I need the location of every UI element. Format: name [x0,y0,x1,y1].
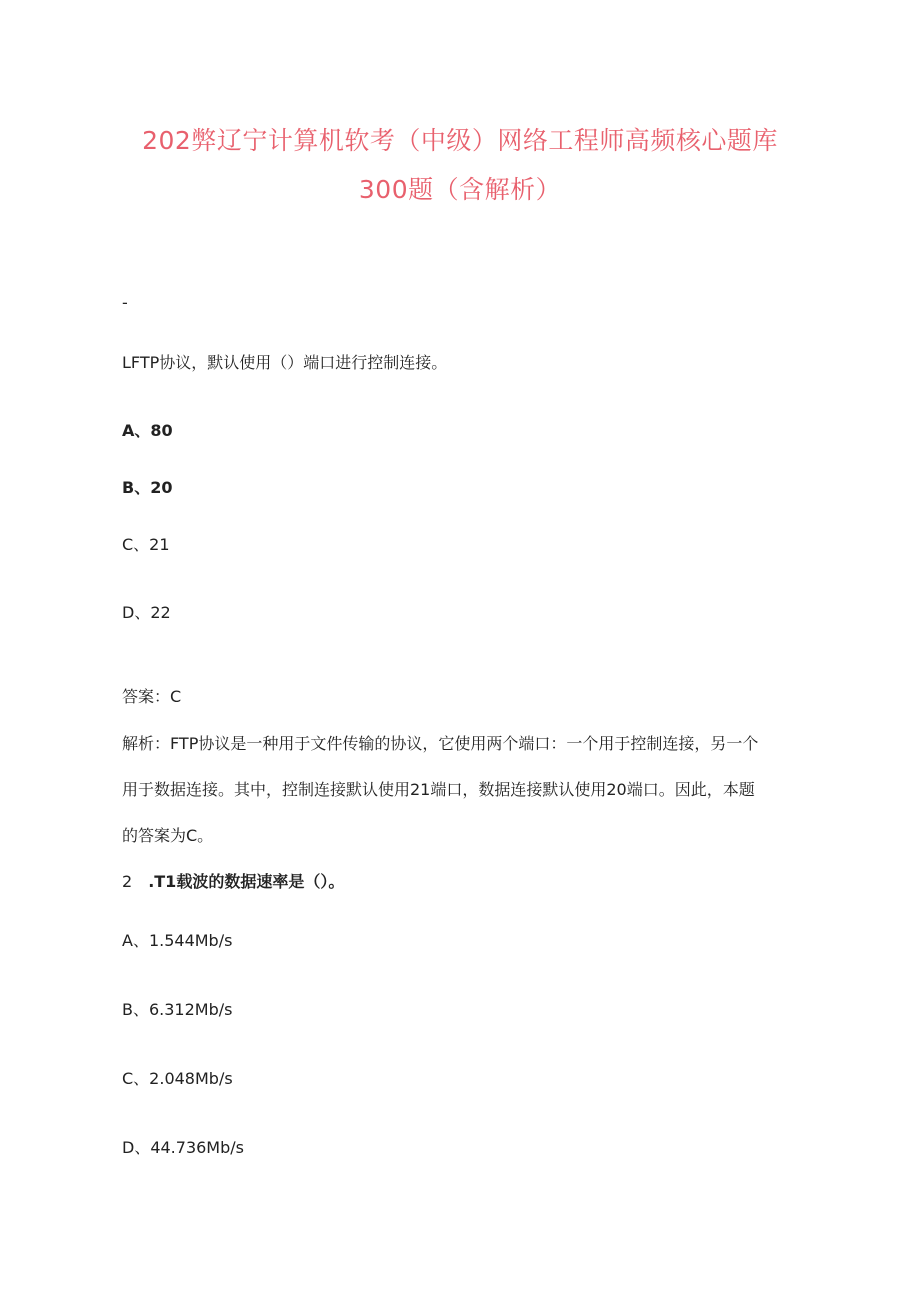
question-2-header [122,871,344,893]
question-2-option-b: B、6.312Mb∕s [122,1000,233,1019]
question-1-answer: 答案：C [122,687,182,706]
question-1-explanation-line-3: 的答案为C。 [122,826,214,845]
question-2-option-a: A、1.544Mb∕s [122,931,233,950]
question-1-option-a: A、80 [122,421,173,440]
question-2-stem: .T1载波的数据速率是（）。 [148,872,345,891]
question-1-option-c: C、21 [122,535,170,554]
document-title-line-2: 300题（含解析） [358,175,562,204]
question-2-option-c: C、2.048Mb∕s [122,1069,233,1088]
separator-dash: - [122,293,128,312]
document-title-line-1: 202弊辽宁计算机软考（中级）网络工程师高频核心题库 [142,126,778,155]
question-2-option-d: D、44.736Mb∕s [122,1138,244,1157]
question-1-explanation-line-2: 用于数据连接。其中，控制连接默认使用21端口，数据连接默认使用20端口。因此，本题 [122,780,755,799]
question-1-option-b: B、20 [122,478,173,497]
question-2-number: 2 [122,872,133,891]
question-1-stem: LFTP协议，默认使用（）端口进行控制连接。 [122,353,448,372]
question-1-option-d: D、22 [122,603,171,622]
question-1-explanation-line-1: 解析：FTP协议是一种用于文件传输的协议，它使用两个端口：一个用于控制连接，另一个 [122,734,759,753]
